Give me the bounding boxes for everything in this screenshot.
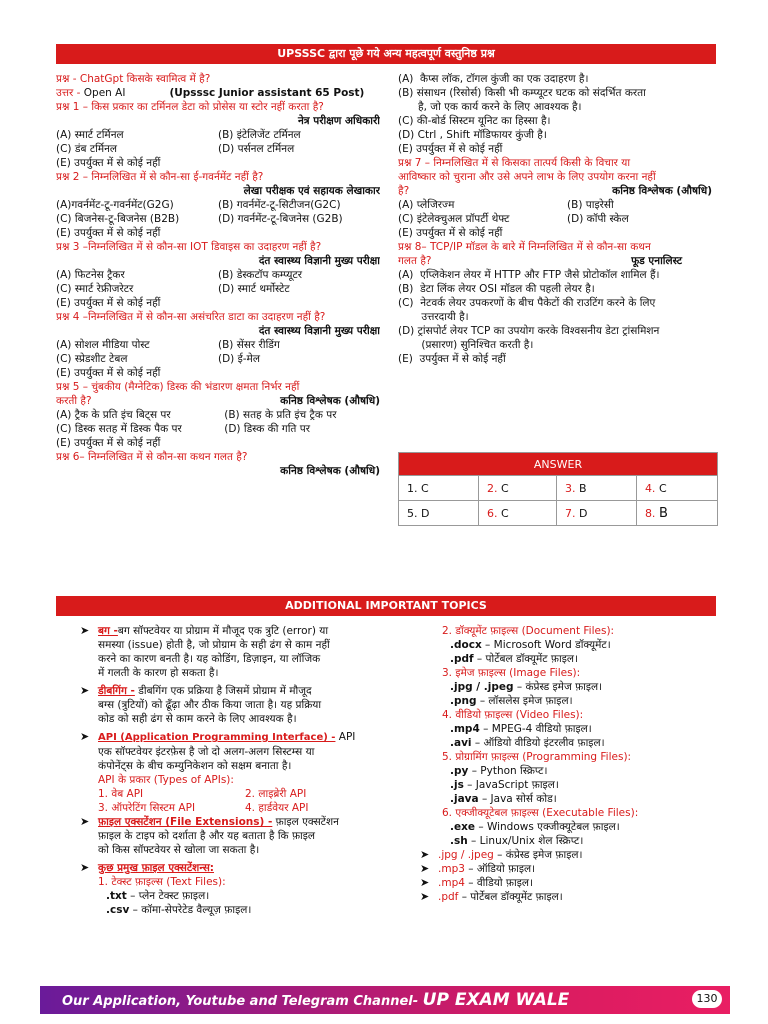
option: (A)गवर्नमेंट-टू-गवर्नमेंट(G2G) (56, 199, 174, 211)
file-ext-item: .sh – Linux/Unix शेल स्क्रिप्ट। (450, 835, 584, 847)
answer-cell: 7. D (556, 501, 636, 526)
file-ext-item: .docx – Microsoft Word डॉक्यूमेंट। (450, 639, 611, 651)
api-types-heading: API के प्रकार (Types of APIs): (98, 774, 234, 786)
answer-cell: 2. C (478, 476, 556, 501)
option: (C) इंटेलेक्चुअल प्रॉपर्टी थेफ्ट (398, 213, 510, 225)
option: (E) उपर्युक्त में से कोई नहीं (398, 353, 506, 365)
topic-term: बग - (98, 625, 118, 637)
question-2: प्रश्न 2 – निम्नलिखित में से कौन-सा ई-गवर्नमेंट नहीं है? (56, 171, 264, 183)
option: (B) डेटा लिंक लेयर OSI मॉडल की पहली लेयर है। (398, 283, 595, 295)
footer-brand: UP EXAM WALE (422, 990, 570, 1010)
answer-cell: 8. B (636, 501, 717, 526)
option: है, जो एक कार्य करने के लिए आवश्यक है। (398, 101, 582, 113)
file-ext-item: .avi – ऑडियो वीडियो इंटरलीव फ़ाइल। (450, 737, 605, 749)
option: (E) उपर्युक्त में से कोई नहीं (56, 367, 161, 379)
option: (B) सेंसर रीडिंग (218, 339, 280, 351)
option: (E) उपर्युक्त में से कोई नहीं (398, 143, 503, 155)
file-group-title: 3. इमेज फ़ाइल्स (Image Files): (442, 667, 581, 679)
answer-cell: 6. C (478, 501, 556, 526)
answer-cell: 4. C (636, 476, 717, 501)
option: (D) स्मार्ट थर्मोस्टेट (218, 283, 290, 295)
right-question-column (398, 72, 718, 366)
file-ext-bullet: ➤ .mp4 – वीडियो फ़ाइल। (420, 876, 720, 890)
option: (C) डिस्क सतह में डिस्क पैक पर (56, 423, 182, 435)
option: (B) सतह के प्रति इंच ट्रैक पर (224, 409, 337, 421)
topic-term: फ़ाइल एक्सटेंशन (File Extensions) - (98, 816, 273, 828)
api-type: 4. हार्डवेयर API (245, 802, 309, 814)
option: (C) डंब टर्मिनल (56, 143, 118, 155)
option: (E) उपर्युक्त में से कोई नहीं (56, 437, 161, 449)
file-ext-item: .csv – कॉमा-सेपरेटेड वैल्यूज़ फ़ाइल। (106, 904, 252, 916)
file-ext-bullet: ➤ .jpg / .jpeg – कंप्रेस्ड इमेज फ़ाइल। (420, 848, 720, 862)
question-4-source: दंत स्वास्थ्य विज्ञानी मुख्य परीक्षा (258, 325, 380, 337)
file-ext-bullet: ➤ .mp3 – ऑडियो फ़ाइल। (420, 862, 720, 876)
option: (E) उपर्युक्त में से कोई नहीं (56, 227, 161, 239)
answer-cell: 5. D (399, 501, 479, 526)
option: (B) संसाधन (रिसोर्स) किसी भी कम्प्यूटर घटक को संदर्भित करता (398, 87, 646, 99)
file-group-title: 2. डॉक्यूमेंट फ़ाइल्स (Document Files): (442, 625, 615, 637)
option: (C) स्प्रेडशीट टेबल (56, 353, 128, 365)
option: (D) पर्सनल टर्मिनल (218, 143, 295, 155)
answer-source: (Upsssc Junior assistant 65 Post) (169, 87, 365, 99)
question-6-source: कनिष्ठ विश्लेषक (औषधि) (280, 465, 380, 477)
topic-term: डीबगिंग - (98, 685, 135, 697)
option: (B) गवर्नमेंट-टू-सिटीजन(G2C) (218, 199, 341, 211)
question-5-cont: करती है? (56, 395, 92, 407)
option: (A) सोशल मीडिया पोस्ट (56, 339, 150, 351)
question-7: प्रश्न 7 – निम्नलिखित में से किसका तात्पर्य किसी के विचार या (398, 157, 631, 169)
question-1-source: नेत्र परीक्षण अधिकारी (297, 115, 380, 127)
option: (D) Ctrl , Shift मॉडिफायर कुंजी है। (398, 129, 547, 141)
file-ext-item: .java – Java सोर्स कोड। (450, 793, 557, 805)
option: (E) उपर्युक्त में से कोई नहीं (56, 157, 161, 169)
option: (A) ट्रैक के प्रति इंच बिट्स पर (56, 409, 171, 421)
option: (D) डिस्क की गति पर (224, 423, 311, 435)
option: (B) डेस्कटॉप कम्प्यूटर (218, 269, 303, 281)
footer-bar (40, 986, 730, 1014)
option: (D) ट्रांसपोर्ट लेयर TCP का उपयोग करके विश्वसनीय डेटा ट्रांसमिशन (398, 325, 660, 337)
question-3-source: दंत स्वास्थ्य विज्ञानी मुख्य परीक्षा (258, 255, 380, 267)
topic-file-extensions: ➤ फ़ाइल एक्सटेंशन (File Extensions) - फ़ाइल एक्सटेंशन फ़ाइल के टाइप को दर्शाता है और यह बताता है कि फ़ाइल को किस सॉफ्टवेयर से खोला जा सकता है। (80, 815, 392, 857)
question-7-cont: आविष्कार को चुराना और उसे अपने लाभ के लिए उपयोग करना नहीं (398, 171, 656, 183)
file-group-title: 4. वीडियो फ़ाइल्स (Video Files): (442, 709, 584, 721)
topic-main-extensions (80, 861, 392, 875)
option: (A) स्मार्ट टर्मिनल (56, 129, 124, 141)
topics-banner: ADDITIONAL IMPORTANT TOPICS (56, 596, 716, 616)
question-8-cont: गलत है? (398, 255, 432, 267)
answer-cell: 1. C (399, 476, 479, 501)
question-5-source: कनिष्ठ विश्लेषक (औषधि) (280, 395, 380, 407)
file-ext-item: .exe – Windows एक्जीक्यूटेबल फ़ाइल। (450, 821, 620, 833)
api-type: 3. ऑपरेटिंग सिस्टम API (98, 802, 196, 814)
file-ext-item: .js – JavaScript फ़ाइल। (450, 779, 559, 791)
left-question-column (56, 72, 380, 478)
question-6: प्रश्न 6– निम्नलिखित में से कौन-सा कथन गलत है? (56, 451, 248, 463)
option: उत्तरदायी है। (398, 311, 469, 323)
option: (A) फिटनेस ट्रैकर (56, 269, 125, 281)
option: (D) गवर्नमेंट-टू-बिजनेस (G2B) (218, 213, 343, 225)
option: (D) कॉपी स्केल (567, 213, 629, 225)
question-7-end: है? (398, 185, 410, 197)
file-ext-item: .txt – प्लेन टेक्स्ट फ़ाइल। (106, 890, 210, 902)
question-8: प्रश्न 8– TCP/IP मॉडल के बारे में निम्नलिखित में से कौन-सा कथन (398, 241, 651, 253)
answer-value: Open AI (83, 87, 126, 99)
api-type: 2. लाइब्रेरी API (245, 788, 307, 800)
option: (B) पाइरेसी (567, 199, 614, 211)
answer-title: ANSWER (399, 453, 718, 476)
question-3: प्रश्न 3 –निम्नलिखित में से कौन-सा IOT डिवाइस का उदाहरण नहीं है? (56, 241, 322, 253)
option: (C) बिजनेस-टू-बिजनेस (B2B) (56, 213, 180, 225)
topic-term: API (Application Programming Interface) - (98, 732, 336, 743)
topic-debugging: ➤ डीबगिंग - डीबगिंग एक प्रक्रिया है जिसमें प्रोग्राम में मौजूद बग्स (त्रुटियों) को ढूँढ़ा और ठीक किया जाता है। यह प्रक्रिया कोड को सही ढंग से काम करने के लिए आवश्यक है। (80, 684, 392, 726)
file-group-title: 6. एक्जीक्यूटेबल फ़ाइल्स (Executable Files): (442, 807, 639, 819)
option: (A) कैप्स लॉक, टॉगल कुंजी का एक उदाहरण है। (398, 73, 589, 85)
api-type: 1. वेब API (98, 788, 144, 800)
option: (C) स्मार्ट रेफ्रीजरेटर (56, 283, 134, 295)
question-4: प्रश्न 4 –निम्नलिखित में से कौन-सा असंचरित डाटा का उदाहरण नहीं है? (56, 311, 326, 323)
option: (D) ई-मेल (218, 353, 260, 365)
footer-text: Our Application, Youtube and Telegram Channel- UP EXAM WALE (62, 990, 570, 1010)
option: (A) प्लेजिरज्म (398, 199, 455, 211)
text-files-heading: 1. टेक्स्ट फ़ाइल्स (Text Files): (98, 876, 226, 888)
page-number: 130 (692, 990, 722, 1008)
topic-term: कुछ प्रमुख फ़ाइल एक्सटेंशन्स: (98, 862, 214, 874)
file-ext-item: .jpg / .jpeg – कंप्रेस्ड इमेज फ़ाइल। (450, 681, 603, 693)
option: (A) एप्लिकेशन लेयर में HTTP और FTP जैसे प्रोटोकॉल शामिल हैं। (398, 269, 660, 281)
topic-api: ➤ API (Application Programming Interface) - API एक सॉफ्टवेयर इंटरफ़ेस है जो दो अलग-अलग सिस्टम्स या कंपोनेंट्स के बीच कम्युनिकेशन को सक्षम बनाता है। (80, 730, 392, 773)
option: (C) की-बोर्ड सिस्टम यूनिट का हिस्सा है। (398, 115, 551, 127)
option: (E) उपर्युक्त में से कोई नहीं (56, 297, 161, 309)
answer-label: उत्तर - (56, 87, 84, 99)
option: (E) उपर्युक्त में से कोई नहीं (398, 227, 503, 239)
file-group-title: 5. प्रोग्रामिंग फ़ाइल्स (Programming Files): (442, 751, 632, 763)
question-8-source: फूड एनालिस्ट (631, 255, 682, 267)
answer-cell: 3. B (556, 476, 636, 501)
answer-table (398, 452, 718, 526)
section-banner: UPSSSC द्वारा पूछे गये अन्य महत्वपूर्ण वस्तुनिष्ठ प्रश्न (56, 44, 716, 64)
file-ext-item: .png – लॉसलेस इमेज फ़ाइल। (450, 695, 573, 707)
file-ext-item: .py – Python स्क्रिप्ट। (450, 765, 548, 777)
file-ext-bullet: ➤ .pdf – पोर्टेबल डॉक्यूमेंट फ़ाइल। (420, 890, 720, 904)
question-0: प्रश्न - ChatGpt किसके स्वामित्व में है? (56, 73, 211, 85)
option: (C) नेटवर्क लेयर उपकरणों के बीच पैकेटों की राउटिंग करने के लिए (398, 297, 656, 309)
file-ext-item: .pdf – पोर्टेबल डॉक्यूमेंट फ़ाइल। (450, 653, 578, 665)
option: (B) इंटेलिजेंट टर्मिनल (218, 129, 301, 141)
topics-right-column (420, 624, 720, 904)
option: (प्रसारण) सुनिश्चित करती है। (398, 339, 534, 351)
file-ext-item: .mp4 – MPEG-4 वीडियो फ़ाइल। (450, 723, 592, 735)
topic-bug: ➤ बग -बग सॉफ्टवेयर या प्रोग्राम में मौजूद एक त्रुटि (error) या समस्या (issue) होती है, जो प्रोग्राम के सही ढंग से काम नहीं करने का कारण बनती है। यह कोडिंग, डिज़ाइन, या लॉजिक में गलती के कारण हो सकता है। (80, 624, 392, 680)
question-5: प्रश्न 5 – चुंबकीय (मैग्नेटिक) डिस्क की भंडारण क्षमता निर्भर नहीं (56, 381, 300, 393)
question-1: प्रश्न 1 – किस प्रकार का टर्मिनल डेटा को प्रोसेस या स्टोर नहीं करता है? (56, 101, 324, 113)
question-2-source: लेखा परीक्षक एवं सहायक लेखाकार (243, 185, 380, 197)
question-7-source: कनिष्ठ विश्लेषक (औषधि) (612, 185, 712, 197)
topics-left-column (80, 624, 392, 917)
